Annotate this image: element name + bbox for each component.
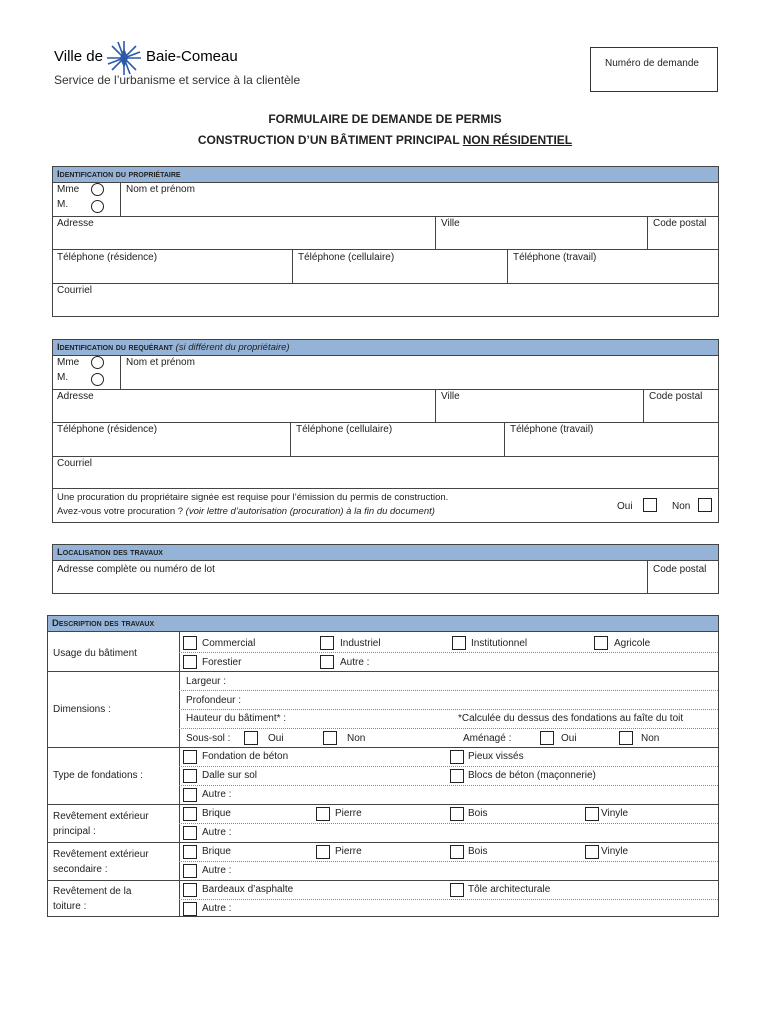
section-title: Description des travaux	[52, 618, 155, 629]
proprietaire-section	[52, 166, 719, 317]
bardeaux-label: Bardeaux d’asphalte	[202, 884, 294, 895]
amenage-non-checkbox[interactable]	[619, 731, 633, 745]
rev-secondaire-bois-label: Bois	[468, 846, 488, 857]
code-postal-field[interactable]: Code postal	[649, 391, 703, 402]
fondation-beton-checkbox[interactable]	[183, 750, 197, 764]
sous-sol-non-checkbox[interactable]	[323, 731, 337, 745]
rev-secondaire-pierre-checkbox[interactable]	[316, 845, 330, 859]
localisation-section	[52, 544, 719, 594]
section-header	[53, 167, 718, 183]
amenage-oui-checkbox[interactable]	[540, 731, 554, 745]
blocs-label: Blocs de béton (maçonnerie)	[468, 770, 596, 781]
tel-cellulaire-field[interactable]: Téléphone (cellulaire)	[298, 252, 395, 263]
procuration-text: Une procuration du propriétaire signée est requise pour l’émission du permis de construction.	[57, 492, 449, 503]
hauteur-field[interactable]: Hauteur du bâtiment* :	[186, 713, 287, 724]
rev-secondaire-pierre-label: Pierre	[335, 846, 362, 857]
rev-principal-vinyle-checkbox[interactable]	[585, 807, 599, 821]
rev-principal-brique-label: Brique	[202, 808, 231, 819]
forestier-label: Forestier	[202, 657, 242, 668]
section-header	[48, 616, 718, 632]
form-title-line1: FORMULAIRE DE DEMANDE DE PERMIS	[268, 112, 502, 126]
rev-principal-pierre-checkbox[interactable]	[316, 807, 330, 821]
fondation-autre-label: Autre :	[202, 789, 232, 800]
rev-secondaire-label-1: Revêtement extérieur	[53, 849, 149, 860]
pieux-label: Pieux vissés	[468, 751, 524, 762]
blocs-checkbox[interactable]	[450, 769, 464, 783]
title-prefix: CONSTRUCTION D’UN BÂTIMENT PRINCIPAL	[197, 133, 463, 147]
rev-principal-label-2: principal :	[53, 826, 96, 837]
usage-label: Usage du bâtiment	[53, 648, 137, 659]
tole-label: Tôle architecturale	[468, 884, 551, 895]
industriel-checkbox[interactable]	[320, 636, 334, 650]
toiture-label-2: toiture :	[53, 901, 87, 912]
nom-field[interactable]: Nom et prénom	[126, 357, 195, 368]
courriel-field[interactable]: Courriel	[57, 458, 93, 469]
rev-principal-autre-label: Autre :	[202, 827, 232, 838]
dalle-checkbox[interactable]	[183, 769, 197, 783]
rev-principal-label-1: Revêtement extérieur	[53, 811, 149, 822]
rev-secondaire-autre-label: Autre :	[202, 865, 232, 876]
logo-right-text: Baie-Comeau	[146, 48, 238, 65]
tel-cellulaire-field[interactable]: Téléphone (cellulaire)	[296, 424, 393, 435]
agricole-checkbox[interactable]	[594, 636, 608, 650]
dimensions-label: Dimensions :	[53, 704, 111, 715]
rev-principal-bois-label: Bois	[468, 808, 488, 819]
profondeur-field[interactable]: Profondeur :	[186, 695, 242, 706]
rev-secondaire-autre-checkbox[interactable]	[183, 864, 197, 878]
rev-secondaire-brique-label: Brique	[202, 846, 231, 857]
procuration-oui-label: Oui	[617, 501, 633, 512]
procuration-oui-checkbox[interactable]	[643, 498, 657, 512]
form-title-line2	[0, 133, 770, 147]
m-radio[interactable]	[91, 200, 104, 213]
code-postal-field[interactable]: Code postal	[653, 564, 707, 575]
commercial-label: Commercial	[202, 638, 256, 649]
mme-radio[interactable]	[91, 356, 104, 369]
toiture-autre-label: Autre :	[202, 903, 232, 914]
tel-travail-field[interactable]: Téléphone (travail)	[510, 424, 594, 435]
amenage-oui-label: Oui	[561, 733, 577, 744]
institutionnel-checkbox[interactable]	[452, 636, 466, 650]
amenage-label: Aménagé :	[463, 733, 512, 744]
section-header	[53, 545, 718, 561]
sous-sol-non-label: Non	[347, 733, 366, 744]
section-title: Identification du propriétaire	[57, 169, 181, 180]
tel-residence-field[interactable]: Téléphone (résidence)	[57, 252, 158, 263]
adresse-field[interactable]: Adresse	[57, 218, 94, 229]
section-title: Identification du requérant	[57, 342, 173, 353]
procuration-question: Avez-vous votre procuration ? (voir lettre d’autorisation (procuration) à la fin du document)	[57, 506, 435, 517]
requerant-section	[52, 339, 719, 523]
m-radio[interactable]	[91, 373, 104, 386]
courriel-field[interactable]: Courriel	[57, 285, 93, 296]
procuration-non-label: Non	[672, 501, 691, 512]
tel-residence-field[interactable]: Téléphone (résidence)	[57, 424, 158, 435]
nom-field[interactable]: Nom et prénom	[126, 184, 195, 195]
m-label: M.	[57, 199, 69, 210]
sous-sol-oui-checkbox[interactable]	[244, 731, 258, 745]
ville-field[interactable]: Ville	[441, 391, 460, 402]
pieux-checkbox[interactable]	[450, 750, 464, 764]
code-postal-field[interactable]: Code postal	[653, 218, 707, 229]
m-label: M.	[57, 372, 69, 383]
adresse-lot-field[interactable]: Adresse complète ou numéro de lot	[57, 564, 215, 575]
fondation-beton-label: Fondation de béton	[202, 751, 289, 762]
mme-label: Mme	[57, 184, 80, 195]
description-section	[47, 615, 719, 917]
city-logo-icon	[104, 38, 144, 78]
rev-secondaire-bois-checkbox[interactable]	[450, 845, 464, 859]
tel-travail-field[interactable]: Téléphone (travail)	[513, 252, 597, 263]
service-name: Service de l’urbanisme et service à la clientèle	[54, 73, 301, 87]
tole-checkbox[interactable]	[450, 883, 464, 897]
numero-demande-label: Numéro de demande	[605, 58, 699, 69]
largeur-field[interactable]: Largeur :	[186, 676, 227, 687]
adresse-field[interactable]: Adresse	[57, 391, 94, 402]
rev-principal-bois-checkbox[interactable]	[450, 807, 464, 821]
ville-field[interactable]: Ville	[441, 218, 460, 229]
fondation-autre-checkbox[interactable]	[183, 788, 197, 802]
rev-principal-pierre-label: Pierre	[335, 808, 362, 819]
commercial-checkbox[interactable]	[183, 636, 197, 650]
amenage-non-label: Non	[641, 733, 660, 744]
industriel-label: Industriel	[340, 638, 381, 649]
dalle-label: Dalle sur sol	[202, 770, 258, 781]
toiture-autre-checkbox[interactable]	[183, 902, 197, 916]
rev-principal-vinyle-label: Vinyle	[601, 808, 629, 819]
section-note: (si différent du propriétaire)	[175, 342, 290, 353]
institutionnel-label: Institutionnel	[471, 638, 528, 649]
agricole-label: Agricole	[614, 638, 651, 649]
rev-secondaire-brique-checkbox[interactable]	[183, 845, 197, 859]
forestier-checkbox[interactable]	[183, 655, 197, 669]
sous-sol-label: Sous-sol :	[186, 733, 231, 744]
hauteur-note: *Calculée du dessus des fondations au faîte du toit	[458, 713, 684, 724]
usage-autre-label: Autre :	[340, 657, 370, 668]
toiture-label-1: Revêtement de la	[53, 886, 132, 897]
title-underlined: NON RÉSIDENTIEL	[462, 133, 573, 147]
section-header	[53, 340, 718, 356]
mme-label: Mme	[57, 357, 80, 368]
procuration-non-checkbox[interactable]	[698, 498, 712, 512]
rev-principal-autre-checkbox[interactable]	[183, 826, 197, 840]
usage-autre-checkbox[interactable]	[320, 655, 334, 669]
rev-secondaire-label-2: secondaire :	[53, 864, 108, 875]
rev-principal-brique-checkbox[interactable]	[183, 807, 197, 821]
bardeaux-checkbox[interactable]	[183, 883, 197, 897]
mme-radio[interactable]	[91, 183, 104, 196]
section-title: Localisation des travaux	[57, 547, 163, 558]
rev-secondaire-vinyle-label: Vinyle	[601, 846, 629, 857]
logo-left-text: Ville de	[54, 48, 103, 65]
sous-sol-oui-label: Oui	[268, 733, 284, 744]
numero-demande-box[interactable]	[590, 47, 718, 92]
fondations-label: Type de fondations :	[53, 770, 144, 781]
rev-secondaire-vinyle-checkbox[interactable]	[585, 845, 599, 859]
